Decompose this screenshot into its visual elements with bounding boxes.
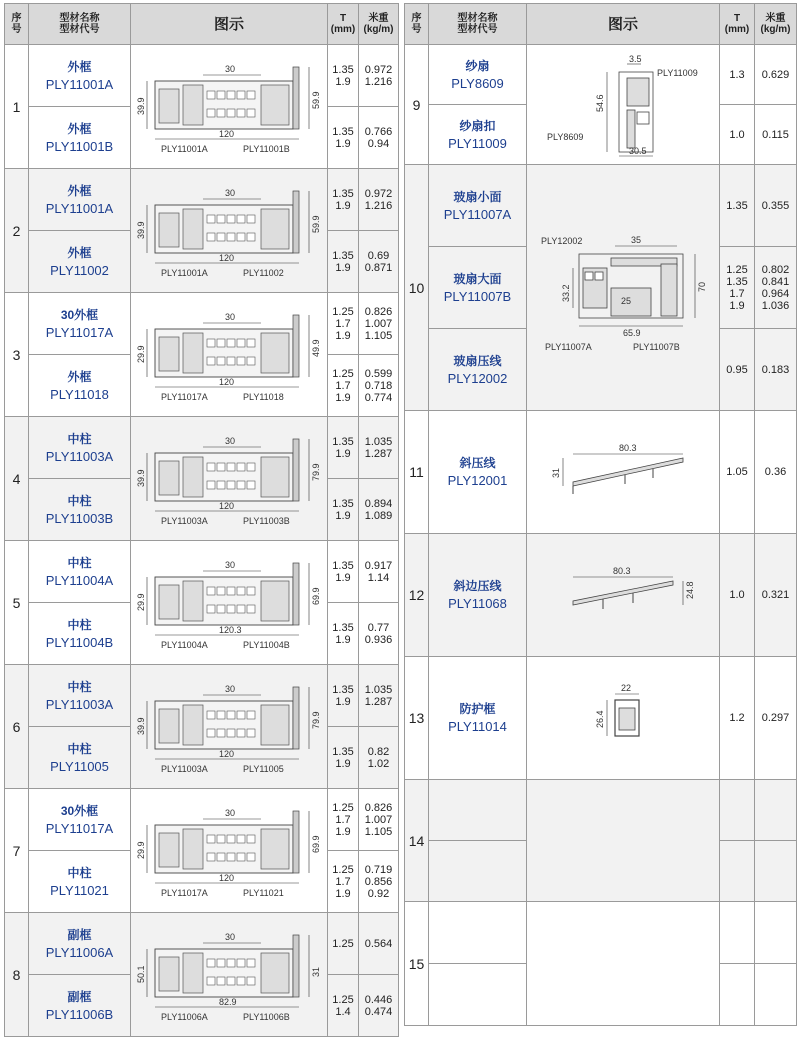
profile-code: PLY11018: [50, 386, 109, 402]
profile-name-cell: [29, 913, 131, 975]
profile-drawing: [131, 417, 328, 541]
weight-value: 0.82 1.02: [359, 727, 399, 789]
svg-text:PLY11007A: PLY11007A: [545, 341, 592, 352]
row-seq: 2: [5, 169, 29, 293]
thickness-value: 1.0: [720, 105, 755, 165]
dim-right: 79.9: [311, 710, 321, 729]
profile-name-cell: [29, 541, 131, 603]
dim-right: 59.9: [311, 214, 321, 233]
weight-value: 0.599 0.718 0.774: [359, 355, 399, 417]
profile-name: 中柱: [67, 741, 92, 756]
profile-name-cell: 玻扇小面 PLY11007A: [429, 165, 527, 247]
row-seq: 12: [405, 534, 429, 657]
profile-code: PLY11017A: [45, 324, 114, 340]
dim-right: 59.9: [311, 90, 321, 109]
weight-value: 1.035 1.287: [359, 417, 399, 479]
profile-12-drawing: [533, 555, 713, 635]
weight-value: 0.826 1.007 1.105: [359, 293, 399, 355]
profile-name: 外框: [67, 369, 92, 384]
row-seq: 6: [5, 665, 29, 789]
dim-left: 29.9: [136, 344, 146, 363]
profile-name-cell: 纱扇 PLY8609: [429, 45, 527, 105]
profile-label: PLY11003A: [161, 515, 208, 526]
profile-code: PLY11004B: [45, 634, 114, 650]
table-row: [405, 45, 797, 105]
profile-code: PLY11003A: [45, 696, 114, 712]
profile-table-left: [4, 3, 399, 1037]
table-row: [405, 165, 797, 247]
profile-name: 外框: [67, 121, 92, 136]
thickness-value: 1.2: [720, 657, 755, 780]
profile-code: PLY11003A: [45, 448, 114, 464]
profile-name-cell: [29, 293, 131, 355]
profile-code: PLY11006B: [45, 1006, 114, 1022]
profile-label: PLY11017A: [161, 391, 208, 402]
profile-10-drawing: [533, 208, 713, 368]
profile-code: PLY11005: [50, 758, 109, 774]
dim-top: 30: [225, 683, 236, 694]
dim-width: 120.3: [219, 624, 242, 635]
dim-right: 31: [311, 966, 321, 977]
profile-name: 30外框: [60, 307, 99, 322]
profile-name-cell: 纱扇扣 PLY11009: [429, 105, 527, 165]
svg-text:80.3: 80.3: [613, 566, 631, 576]
profile-name-cell: [29, 355, 131, 417]
profile-label: PLY11002: [243, 267, 284, 278]
weight-value: 0.894 1.089: [359, 479, 399, 541]
header-name: 型材名称 型材代号: [29, 4, 131, 45]
weight-value: 0.297: [755, 657, 797, 780]
thickness-value: 1.35 1.9: [328, 45, 359, 107]
profile-label: PLY11003B: [243, 515, 290, 526]
thickness-value: 1.25 1.7 1.9: [328, 355, 359, 417]
table-row: [5, 789, 399, 851]
profile-name: 外框: [67, 245, 92, 260]
table-row: [5, 169, 399, 231]
header-seq: 序 号: [5, 4, 29, 45]
profile-name-cell: 斜压线 PLY12001: [429, 411, 527, 534]
table-header: [405, 4, 797, 45]
dim-left: 39.9: [136, 468, 146, 487]
thickness-value: 1.3: [720, 45, 755, 105]
weight-value: 0.629: [755, 45, 797, 105]
profile-code: PLY11002: [50, 262, 109, 278]
profile-label: PLY11001A: [161, 267, 208, 278]
empty-cell: [429, 902, 527, 964]
svg-text:26.4: 26.4: [595, 710, 605, 728]
svg-text:30.5: 30.5: [629, 145, 647, 156]
profile-name-cell: 斜边压线 PLY11068: [429, 534, 527, 657]
weight-value: 1.035 1.287: [359, 665, 399, 727]
profile-name-cell: [29, 417, 131, 479]
dim-top: 30: [225, 807, 236, 818]
empty-cell: [720, 964, 755, 1026]
svg-text:PLY11009: PLY11009: [657, 67, 698, 78]
weight-value: 0.36: [755, 411, 797, 534]
row-seq: 4: [5, 417, 29, 541]
dim-width: 120: [219, 748, 235, 759]
dim-width: 120: [219, 376, 235, 387]
profile-name-cell: 玻扇压线 PLY12002: [429, 329, 527, 411]
dim-top: 30: [225, 311, 236, 322]
svg-text:PLY12002: PLY12002: [541, 235, 583, 246]
profile-6-drawing: [133, 677, 325, 777]
profile-label: PLY11005: [243, 763, 284, 774]
profile-name: 中柱: [67, 617, 92, 632]
dim-left: 39.9: [136, 716, 146, 735]
thickness-value: 1.25 1.35 1.7 1.9: [720, 247, 755, 329]
profile-drawing: [527, 411, 720, 534]
profile-name: 中柱: [67, 555, 92, 570]
profile-drawing: [527, 45, 720, 165]
dim-left: 29.9: [136, 840, 146, 859]
thickness-value: 1.35 1.9: [328, 231, 359, 293]
empty-cell: [720, 780, 755, 841]
profile-11-drawing: [533, 432, 713, 512]
profile-drawing: [131, 541, 328, 665]
profile-name-cell: [29, 231, 131, 293]
weight-value: 0.115: [755, 105, 797, 165]
svg-text:22: 22: [621, 683, 632, 693]
profile-name: 中柱: [67, 865, 92, 880]
thickness-value: 1.35 1.9: [328, 603, 359, 665]
profile-code: PLY11017A: [45, 820, 114, 836]
dim-top: 30: [225, 559, 236, 570]
dim-right: 69.9: [311, 834, 321, 853]
header-figure: 图示: [131, 4, 328, 45]
header-thickness: T (mm): [720, 4, 755, 45]
profile-name: 30外框: [60, 803, 99, 818]
dim-left: 39.9: [136, 96, 146, 115]
profile-name-cell: [29, 727, 131, 789]
dim-right: 79.9: [311, 462, 321, 481]
weight-value: 0.69 0.871: [359, 231, 399, 293]
empty-cell: [527, 780, 720, 902]
dim-width: 120: [219, 872, 235, 883]
svg-text:80.3: 80.3: [619, 443, 637, 453]
row-seq: 7: [5, 789, 29, 913]
header-weight: 米重 (kg/m): [359, 4, 399, 45]
profile-name: 中柱: [67, 679, 92, 694]
header-figure: 图示: [527, 4, 720, 45]
profile-name-cell: [29, 45, 131, 107]
empty-cell: [755, 964, 797, 1026]
profile-name-cell: [29, 107, 131, 169]
row-seq: 9: [405, 45, 429, 165]
weight-value: 0.321: [755, 534, 797, 657]
profile-name: 副框: [67, 927, 92, 942]
svg-text:PLY8609: PLY8609: [547, 131, 584, 142]
empty-cell: [755, 902, 797, 964]
dim-top: 30: [225, 931, 236, 942]
weight-value: 0.183: [755, 329, 797, 411]
profile-label: PLY11004B: [243, 639, 290, 650]
profile-drawing: [131, 665, 328, 789]
profile-drawing: [527, 534, 720, 657]
svg-text:PLY11007B: PLY11007B: [633, 341, 680, 352]
profile-drawing: [131, 789, 328, 913]
thickness-value: 1.0: [720, 534, 755, 657]
weight-value: 0.766 0.94: [359, 107, 399, 169]
row-seq: 14: [405, 780, 429, 902]
row-seq: 15: [405, 902, 429, 1026]
profile-9-drawing: [533, 50, 713, 160]
thickness-value: 1.25 1.4: [328, 975, 359, 1037]
row-seq: 10: [405, 165, 429, 411]
row-seq: 3: [5, 293, 29, 417]
weight-value: 0.917 1.14: [359, 541, 399, 603]
profile-label: PLY11001B: [243, 143, 290, 154]
profile-name-cell: [29, 789, 131, 851]
thickness-value: 1.25: [328, 913, 359, 975]
thickness-value: 1.35 1.9: [328, 417, 359, 479]
row-seq: 13: [405, 657, 429, 780]
table-row: [5, 417, 399, 479]
svg-text:33.2: 33.2: [561, 283, 571, 302]
table-row: [5, 541, 399, 603]
empty-cell: [429, 964, 527, 1026]
table-row: [405, 411, 797, 534]
profile-name-cell: [29, 479, 131, 541]
dim-right: 69.9: [311, 586, 321, 605]
dim-top: 30: [225, 435, 236, 446]
thickness-value: 1.25 1.7 1.9: [328, 789, 359, 851]
profile-2-drawing: [133, 181, 325, 281]
table-row: [5, 913, 399, 975]
weight-value: 0.972 1.216: [359, 169, 399, 231]
dim-top: 30: [225, 63, 236, 74]
weight-value: 0.802 0.841 0.964 1.036: [755, 247, 797, 329]
profile-code: PLY11001A: [45, 76, 114, 92]
profile-label: PLY11001A: [161, 143, 208, 154]
thickness-value: 1.35 1.9: [328, 665, 359, 727]
profile-label: PLY11021: [243, 887, 284, 898]
weight-value: 0.972 1.216: [359, 45, 399, 107]
profile-name-cell: [29, 603, 131, 665]
weight-value: 0.446 0.474: [359, 975, 399, 1037]
thickness-value: 1.05: [720, 411, 755, 534]
svg-text:35: 35: [631, 234, 642, 245]
empty-cell: [527, 902, 720, 1026]
profile-drawing: [131, 169, 328, 293]
profile-5-drawing: [133, 553, 325, 653]
profile-name: 外框: [67, 59, 92, 74]
profile-name: 中柱: [67, 493, 92, 508]
thickness-value: 1.35 1.9: [328, 727, 359, 789]
profile-label: PLY11006B: [243, 1011, 290, 1022]
row-seq: 5: [5, 541, 29, 665]
dim-left: 39.9: [136, 220, 146, 239]
profile-drawing: [131, 293, 328, 417]
dim-left: 29.9: [136, 592, 146, 611]
profile-name-cell: [29, 975, 131, 1037]
empty-cell: [429, 841, 527, 902]
profile-13-drawing: [533, 678, 713, 758]
profile-name-cell: 玻扇大面 PLY11007B: [429, 247, 527, 329]
profile-7-drawing: [133, 801, 325, 901]
empty-cell: [429, 780, 527, 841]
profile-label: PLY11006A: [161, 1011, 208, 1022]
dim-left: 50.1: [136, 964, 146, 983]
weight-value: 0.564: [359, 913, 399, 975]
svg-text:54.6: 54.6: [595, 93, 605, 112]
profile-table-right: [404, 3, 797, 1026]
profile-code: PLY11001A: [45, 200, 114, 216]
dim-width: 120: [219, 128, 235, 139]
header-weight: 米重 (kg/m): [755, 4, 797, 45]
thickness-value: 1.35 1.9: [328, 169, 359, 231]
profile-name-cell: [29, 169, 131, 231]
weight-value: 0.719 0.856 0.92: [359, 851, 399, 913]
profile-drawing: [527, 657, 720, 780]
row-seq: 8: [5, 913, 29, 1037]
profile-name: 中柱: [67, 431, 92, 446]
table-row: [405, 780, 797, 841]
profile-1-drawing: [133, 57, 325, 157]
header-seq: 序 号: [405, 4, 429, 45]
thickness-value: 1.35: [720, 165, 755, 247]
profile-label: PLY11004A: [161, 639, 208, 650]
profile-code: PLY11003B: [45, 510, 114, 526]
thickness-value: 0.95: [720, 329, 755, 411]
empty-cell: [720, 902, 755, 964]
table-row: [5, 45, 399, 107]
profile-code: PLY11006A: [45, 944, 114, 960]
svg-text:24.8: 24.8: [685, 581, 695, 599]
profile-name: 外框: [67, 183, 92, 198]
dim-width: 120: [219, 500, 235, 511]
profile-label: PLY11018: [243, 391, 284, 402]
header-thickness: T (mm): [328, 4, 359, 45]
profile-drawing: [527, 165, 720, 411]
profile-name-cell: [29, 851, 131, 913]
profile-3-drawing: [133, 305, 325, 405]
svg-text:65.9: 65.9: [623, 327, 641, 338]
profile-8-drawing: [133, 925, 325, 1025]
dim-top: 30: [225, 187, 236, 198]
thickness-value: 1.35 1.9: [328, 107, 359, 169]
row-seq: 1: [5, 45, 29, 169]
profile-code: PLY11021: [50, 882, 109, 898]
empty-cell: [755, 841, 797, 902]
profile-code: PLY11004A: [45, 572, 114, 588]
profile-name-cell: 防护框 PLY11014: [429, 657, 527, 780]
svg-text:70: 70: [697, 281, 707, 292]
empty-cell: [755, 780, 797, 841]
svg-text:3.5: 3.5: [629, 53, 642, 64]
weight-value: 0.355: [755, 165, 797, 247]
weight-value: 0.826 1.007 1.105: [359, 789, 399, 851]
thickness-value: 1.25 1.7 1.9: [328, 293, 359, 355]
profile-label: PLY11017A: [161, 887, 208, 898]
table-row: [405, 534, 797, 657]
dim-width: 82.9: [219, 996, 237, 1007]
table-row: [5, 665, 399, 727]
table-header: [5, 4, 399, 45]
profile-4-drawing: [133, 429, 325, 529]
empty-cell: [720, 841, 755, 902]
profile-drawing: [131, 913, 328, 1037]
table-row: [5, 293, 399, 355]
table-row: [405, 657, 797, 780]
thickness-value: 1.35 1.9: [328, 541, 359, 603]
thickness-value: 1.35 1.9: [328, 479, 359, 541]
profile-drawing: [131, 45, 328, 169]
dim-right: 49.9: [311, 338, 321, 357]
row-seq: 11: [405, 411, 429, 534]
thickness-value: 1.25 1.7 1.9: [328, 851, 359, 913]
svg-text:25: 25: [621, 295, 632, 306]
svg-text:31: 31: [551, 467, 561, 478]
profile-name-cell: [29, 665, 131, 727]
profile-name: 副框: [67, 989, 92, 1004]
dim-width: 120: [219, 252, 235, 263]
table-row: [405, 902, 797, 964]
weight-value: 0.77 0.936: [359, 603, 399, 665]
profile-label: PLY11003A: [161, 763, 208, 774]
header-name: 型材名称 型材代号: [429, 4, 527, 45]
profile-code: PLY11001B: [45, 138, 114, 154]
